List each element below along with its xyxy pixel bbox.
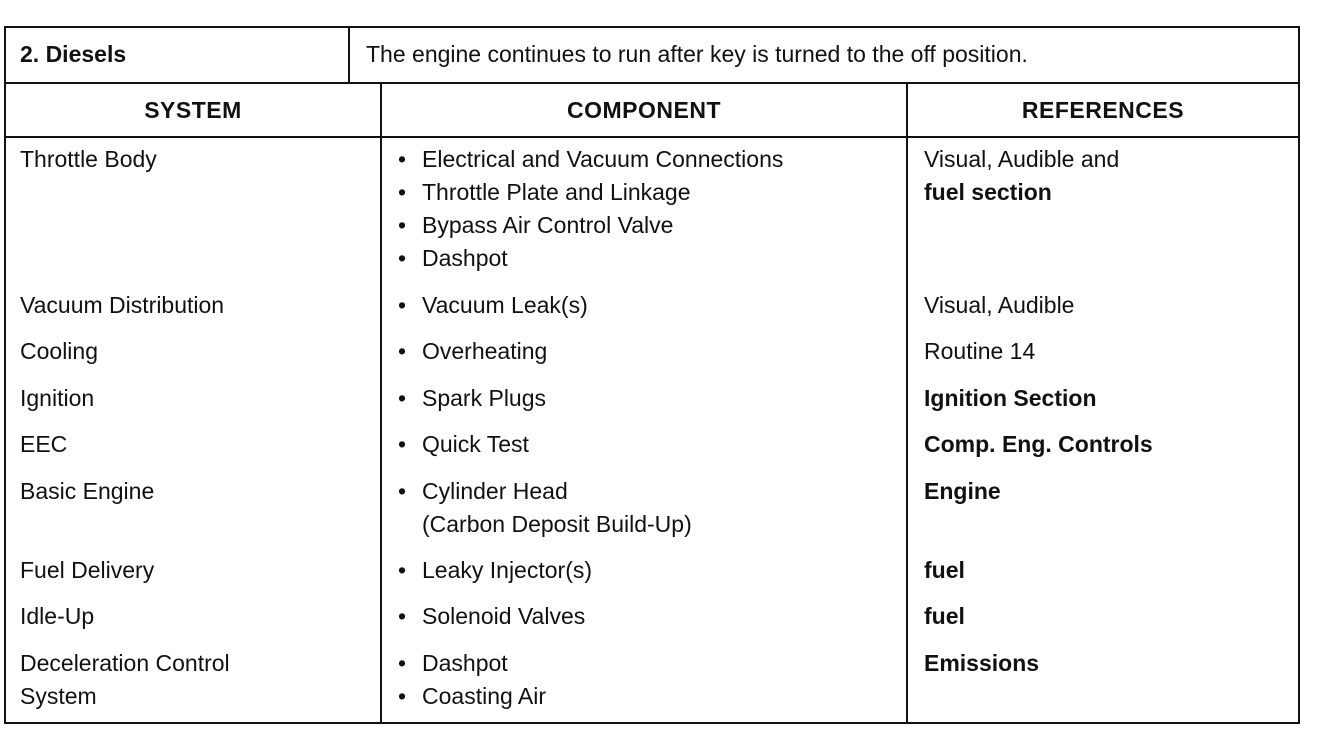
references-cell [924,428,1294,461]
component-cell [398,143,908,275]
system-cell [20,647,370,713]
reference-text: Routine 14 [924,338,1036,364]
category-label: 2. Diesels [6,28,350,82]
component-text: Quick Test [422,431,529,457]
component-cell [398,335,908,368]
component-text: Leaky Injector(s) [422,557,593,583]
bullet-icon: • [398,683,407,709]
diagnostic-table [4,26,1300,724]
bullet-icon: • [398,385,407,411]
references-cell [924,289,1294,322]
column-header-component: COMPONENT [567,97,721,123]
symptom-description: The engine continues to run after key is turned to the off position. [366,41,1028,67]
component-text: Cylinder Head [422,478,568,504]
system-text: Ignition [20,385,95,411]
system-cell [20,600,370,633]
component-cell [398,554,908,587]
bullet-icon: • [398,478,407,504]
component-cell [398,428,908,461]
bullet-icon: • [398,603,407,629]
references-cell [924,335,1294,368]
component-text: Electrical and Vacuum Connections [422,146,784,172]
system-text: EEC [20,431,68,457]
reference-text: fuel [924,603,965,629]
reference-text: Comp. Eng. Controls [924,431,1153,457]
reference-text: Visual, Audible and [924,146,1120,172]
system-cell [20,143,370,176]
bullet-icon: • [398,338,407,364]
component-item [398,600,908,633]
component-item [398,680,908,713]
component-continuation: (Carbon Deposit Build-Up) [422,511,692,537]
reference-text: Emissions [924,650,1040,676]
bullet-icon: • [398,212,407,238]
column-header-references: REFERENCES [1021,97,1185,123]
column-header-row [6,84,1298,138]
bullet-icon: • [398,650,407,676]
bullet-icon: • [398,146,407,172]
component-text: Throttle Plate and Linkage [422,179,691,205]
references-cell [924,647,1294,680]
bullet-icon: • [398,245,407,271]
component-text: Coasting Air [422,683,547,709]
system-cell [20,289,370,322]
component-cell [398,600,908,633]
column-header-system: SYSTEM [144,97,242,123]
system-text: Deceleration Control [20,650,230,676]
system-text: Vacuum Distribution [20,292,225,318]
component-text: Overheating [422,338,548,364]
reference-text: Ignition Section [924,385,1097,411]
reference-text: Engine [924,478,1001,504]
system-cell [20,475,370,508]
system-text: System [20,683,97,709]
component-cell [398,289,908,322]
component-text: Spark Plugs [422,385,547,411]
system-cell [20,428,370,461]
bullet-icon: • [398,431,407,457]
component-item [398,554,908,587]
system-cell [20,382,370,415]
references-cell [924,554,1294,587]
component-text: Bypass Air Control Valve [422,212,674,238]
component-item [398,382,908,415]
component-text: Dashpot [422,650,508,676]
component-cell [398,475,908,541]
reference-text: fuel [924,557,965,583]
component-item [398,428,908,461]
system-text: Throttle Body [20,146,157,172]
component-cell [398,647,908,713]
references-cell [924,143,1294,209]
component-item [398,242,908,275]
component-text: Solenoid Valves [422,603,586,629]
references-cell [924,600,1294,633]
reference-text: Visual, Audible [924,292,1075,318]
component-item [398,209,908,242]
component-item [398,475,908,508]
bullet-icon: • [398,292,407,318]
component-text: Vacuum Leak(s) [422,292,588,318]
component-item [398,647,908,680]
references-cell [924,475,1294,508]
system-text: Cooling [20,338,98,364]
bullet-icon: • [398,179,407,205]
system-text: Idle-Up [20,603,95,629]
system-cell [20,554,370,587]
component-item [398,289,908,322]
component-cell [398,382,908,415]
table-header-row [6,28,1298,84]
component-text: Dashpot [422,245,508,271]
system-text: Fuel Delivery [20,557,155,583]
table-body [6,138,1298,722]
system-text: Basic Engine [20,478,155,504]
component-item [398,335,908,368]
component-item [398,176,908,209]
references-cell [924,382,1294,415]
system-cell [20,335,370,368]
bullet-icon: • [398,557,407,583]
reference-text: fuel section [924,179,1052,205]
component-item [398,143,908,176]
